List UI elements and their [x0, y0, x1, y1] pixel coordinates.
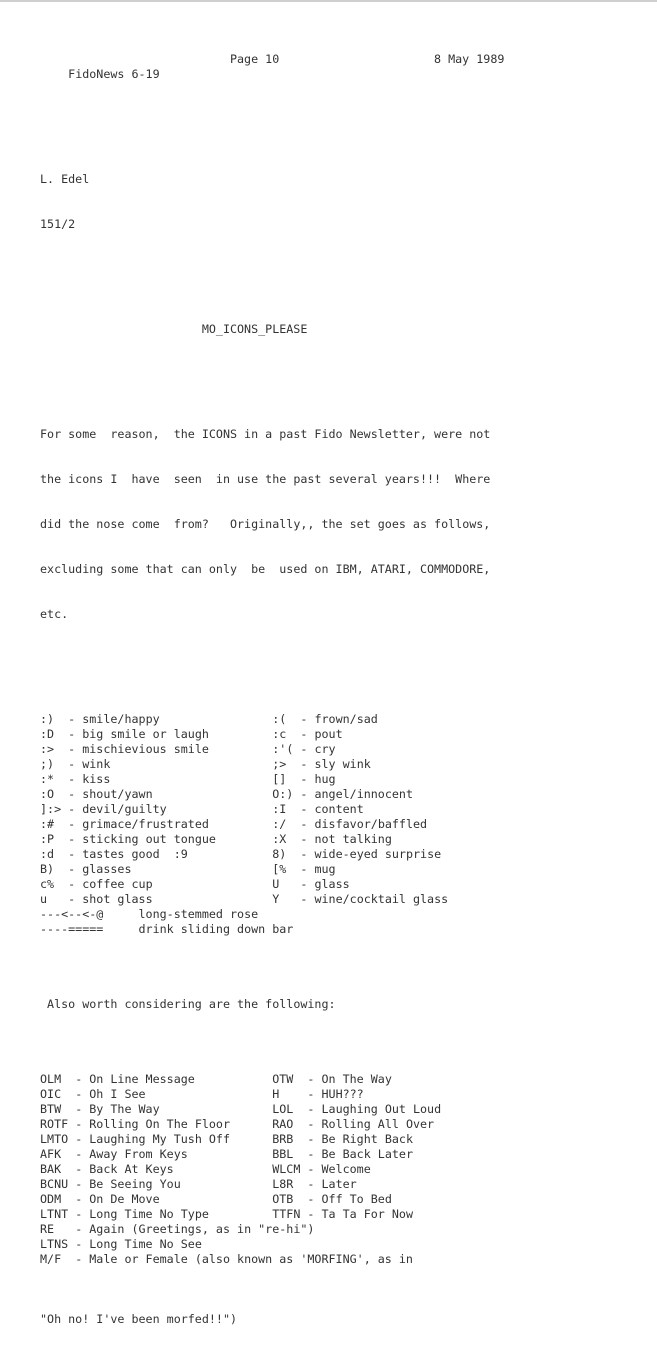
- smiley-row: [40, 832, 657, 847]
- smiley-row: [40, 712, 657, 727]
- smiley-meaning: drink sliding down bar: [138, 922, 294, 936]
- dash: -: [307, 1132, 322, 1146]
- dash: -: [300, 787, 315, 801]
- column-gap: [153, 787, 273, 801]
- dash: -: [307, 1147, 322, 1161]
- smiley-symbol: :d: [40, 847, 69, 861]
- dash: -: [75, 1207, 90, 1221]
- intro-line: For some reason, the ICONS in a past Fido Newsletter, were not: [40, 427, 491, 441]
- dash: -: [307, 1192, 322, 1206]
- dash: -: [300, 757, 315, 771]
- dash: -: [68, 862, 83, 876]
- smiley-symbol: ]:>: [40, 802, 69, 816]
- abbrev-meaning: On De Move: [89, 1192, 160, 1206]
- dash: -: [68, 847, 83, 861]
- dash: -: [307, 1162, 322, 1176]
- abbrev-meaning: Laughing My Tush Off: [89, 1132, 230, 1146]
- abbrev-meaning: Rolling On The Floor: [89, 1117, 230, 1131]
- smiley-meaning: content: [314, 802, 364, 816]
- dash: -: [75, 1147, 90, 1161]
- column-gap: [110, 772, 272, 786]
- smiley-row: [40, 892, 657, 907]
- smiley-row: [40, 727, 657, 742]
- smiley-meaning: sticking out tongue: [82, 832, 216, 846]
- abbrev-meaning: Ta Ta For Now: [321, 1207, 413, 1221]
- column-gap: [146, 1087, 273, 1101]
- smiley-meaning: angel/innocent: [314, 787, 413, 801]
- abbrev-code: OTW: [272, 1072, 308, 1086]
- article-title: MO_ICONS_PLEASE: [201, 322, 308, 336]
- abbrev-meaning: Be Back Later: [321, 1147, 413, 1161]
- column-gap: [188, 847, 272, 861]
- smiley-symbol: :*: [40, 772, 69, 786]
- dash: -: [68, 727, 83, 741]
- smiley-row: [40, 802, 657, 817]
- smiley-meaning: pout: [314, 727, 343, 741]
- column-gap: [216, 832, 272, 846]
- dash: -: [75, 1162, 90, 1176]
- dash: -: [300, 832, 315, 846]
- intro-line: excluding some that can only be used on IBM, ATARI, COMMODORE,: [40, 562, 491, 576]
- smiley-long-row: [40, 922, 657, 937]
- smiley-meaning: wink: [82, 757, 111, 771]
- abbrev-code: LTNS: [40, 1237, 76, 1251]
- abbrev-meaning: Laughing Out Loud: [321, 1102, 442, 1116]
- abbrev-code: L8R: [272, 1177, 308, 1191]
- abbrev-code: WLCM: [272, 1162, 308, 1176]
- smiley-symbol: :): [40, 712, 69, 726]
- smiley-symbol: ;>: [272, 757, 301, 771]
- abbrev-meaning: Be Right Back: [321, 1132, 413, 1146]
- smiley-symbol: ;): [40, 757, 69, 771]
- also-note: Also worth considering are the following:: [40, 997, 336, 1011]
- smiley-symbol: :D: [40, 727, 69, 741]
- abbrev-row: [40, 1102, 657, 1117]
- smiley-meaning: big smile or laugh: [82, 727, 209, 741]
- abbrev-row: [40, 1087, 657, 1102]
- abbrev-code: M/F: [40, 1252, 76, 1266]
- smiley-symbol: :X: [272, 832, 301, 846]
- smiley-symbol: :I: [272, 802, 301, 816]
- smiley-symbol: :c: [272, 727, 301, 741]
- abbrev-meaning: Again (Greetings, as in "re-hi"): [89, 1222, 315, 1236]
- abbrev-row: [40, 1132, 657, 1147]
- intro-line: the icons I have seen in use the past several years!!! Where: [40, 472, 491, 486]
- smiley-meaning: frown/sad: [314, 712, 378, 726]
- abbrev-row: [40, 1192, 657, 1207]
- newsletter-page: [0, 2, 657, 1357]
- dash: -: [75, 1222, 90, 1236]
- issue-date: 8 May 1989: [434, 52, 505, 66]
- column-gap: [132, 862, 273, 876]
- smiley-row: [40, 787, 657, 802]
- abbrev-code: BCNU: [40, 1177, 76, 1191]
- smiley-meaning: devil/guilty: [82, 802, 167, 816]
- smiley-symbol: Y: [272, 892, 301, 906]
- smiley-meaning: shout/yawn: [82, 787, 153, 801]
- intro-line: etc.: [40, 607, 69, 621]
- smiley-symbol: :O: [40, 787, 69, 801]
- abbrev-row: [40, 1147, 657, 1162]
- smiley-meaning: not talking: [314, 832, 392, 846]
- dash: -: [75, 1072, 90, 1086]
- abbrev-meaning: Away From Keys: [89, 1147, 188, 1161]
- abbrev-code: ODM: [40, 1192, 76, 1206]
- abbrev-meaning: HUH???: [321, 1087, 364, 1101]
- dash: -: [68, 802, 83, 816]
- newsletter-name: FidoNews 6-19: [68, 67, 160, 81]
- abbrev-code: H: [272, 1087, 308, 1101]
- dash: -: [75, 1102, 90, 1116]
- smiley-meaning: smile/happy: [82, 712, 160, 726]
- smiley-symbol: :/: [272, 817, 301, 831]
- column-gap: [153, 877, 273, 891]
- smiley-symbol: u: [40, 892, 69, 906]
- smiley-row: [40, 817, 657, 832]
- abbrev-code: ROTF: [40, 1117, 76, 1131]
- abbrev-row: [40, 1117, 657, 1132]
- dash: -: [68, 757, 83, 771]
- column-gap: [160, 712, 273, 726]
- dash: -: [300, 877, 315, 891]
- smiley-table: [40, 712, 657, 937]
- dash: -: [75, 1117, 90, 1131]
- column-gap: [174, 1162, 273, 1176]
- abbrev-meaning: Later: [321, 1177, 357, 1191]
- intro-paragraph: [40, 397, 657, 652]
- smiley-meaning: hug: [314, 772, 336, 786]
- smiley-symbol: :>: [40, 742, 69, 756]
- abbrev-code: RE: [40, 1222, 76, 1236]
- smiley-meaning: disfavor/baffled: [314, 817, 428, 831]
- column-gap: [230, 1132, 272, 1146]
- smiley-meaning: kiss: [82, 772, 111, 786]
- smiley-meaning: long-stemmed rose: [138, 907, 259, 921]
- dash: -: [307, 1087, 322, 1101]
- dash: -: [307, 1102, 322, 1116]
- smiley-long-row: [40, 907, 657, 922]
- abbrev-row: [40, 1072, 657, 1087]
- column-gap: [160, 1192, 273, 1206]
- smiley-symbol: :'(: [272, 742, 301, 756]
- smiley-symbol: ----=====: [40, 922, 139, 936]
- abbrev-code: RAO: [272, 1117, 308, 1131]
- column-gap: [167, 802, 273, 816]
- dash: -: [307, 1072, 322, 1086]
- dash: -: [300, 817, 315, 831]
- column-gap: [209, 1207, 272, 1221]
- dash: -: [307, 1177, 322, 1191]
- column-gap: [195, 1072, 272, 1086]
- column-gap: [181, 1177, 272, 1191]
- smiley-symbol: :#: [40, 817, 69, 831]
- smiley-meaning: mug: [314, 862, 336, 876]
- dash: -: [75, 1252, 90, 1266]
- abbrev-code: LTNT: [40, 1207, 76, 1221]
- page-header: [40, 52, 657, 81]
- smiley-symbol: :P: [40, 832, 69, 846]
- author-name: L. Edel: [40, 172, 90, 186]
- dash: -: [75, 1132, 90, 1146]
- dash: -: [75, 1237, 90, 1251]
- abbrev-row: [40, 1162, 657, 1177]
- column-gap: [110, 757, 272, 771]
- smiley-meaning: wine/cocktail glass: [314, 892, 449, 906]
- abbrev-code: BBL: [272, 1147, 308, 1161]
- smiley-meaning: wide-eyed surprise: [314, 847, 442, 861]
- column-gap: [230, 1117, 272, 1131]
- continuation-line: "Oh no! I've been morfed!!"): [40, 1312, 238, 1326]
- dash: -: [75, 1192, 90, 1206]
- abbrev-code: OIC: [40, 1087, 76, 1101]
- smiley-row: [40, 757, 657, 772]
- abbrev-code: BTW: [40, 1102, 76, 1116]
- abbrev-meaning: By The Way: [89, 1102, 160, 1116]
- intro-line: did the nose come from? Originally,, the set goes as follows,: [40, 517, 491, 531]
- dash: -: [68, 832, 83, 846]
- dash: -: [75, 1087, 90, 1101]
- abbrev-meaning: Back At Keys: [89, 1162, 174, 1176]
- smiley-meaning: sly wink: [314, 757, 371, 771]
- smiley-symbol: :(: [272, 712, 301, 726]
- abbrev-meaning: Welcome: [321, 1162, 371, 1176]
- column-gap: [153, 892, 273, 906]
- abbrev-code: OTB: [272, 1192, 308, 1206]
- dash: -: [68, 877, 83, 891]
- dash: -: [75, 1177, 90, 1191]
- abbrev-row: [40, 1237, 657, 1252]
- abbreviation-table: [40, 1072, 657, 1267]
- dash: -: [300, 862, 315, 876]
- abbrev-code: LMTO: [40, 1132, 76, 1146]
- abbrev-meaning: Be Seeing You: [89, 1177, 181, 1191]
- dash: -: [68, 712, 83, 726]
- smiley-meaning: cry: [314, 742, 336, 756]
- column-gap: [209, 727, 272, 741]
- abbrev-meaning: On The Way: [321, 1072, 392, 1086]
- smiley-meaning: shot glass: [82, 892, 153, 906]
- smiley-row: [40, 862, 657, 877]
- column-gap: [160, 1102, 273, 1116]
- abbrev-code: BRB: [272, 1132, 308, 1146]
- smiley-row: [40, 847, 657, 862]
- smiley-symbol: U: [272, 877, 301, 891]
- abbrev-meaning: Long Time No Type: [89, 1207, 209, 1221]
- dash: -: [68, 817, 83, 831]
- smiley-symbol: O:): [272, 787, 301, 801]
- column-gap: [188, 1147, 272, 1161]
- abbrev-code: AFK: [40, 1147, 76, 1161]
- smiley-row: [40, 877, 657, 892]
- abbrev-meaning: Oh I See: [89, 1087, 146, 1101]
- dash: -: [68, 787, 83, 801]
- smiley-row: [40, 772, 657, 787]
- abbrev-meaning: Rolling All Over: [321, 1117, 435, 1131]
- smiley-symbol: B): [40, 862, 69, 876]
- dash: -: [307, 1207, 322, 1221]
- smiley-meaning: glasses: [82, 862, 132, 876]
- smiley-meaning: mischievious smile: [82, 742, 209, 756]
- abbrev-code: OLM: [40, 1072, 76, 1086]
- abbrev-row: [40, 1222, 657, 1237]
- smiley-symbol: 8): [272, 847, 301, 861]
- abbrev-meaning: On Line Message: [89, 1072, 195, 1086]
- dash: -: [300, 742, 315, 756]
- dash: -: [300, 892, 315, 906]
- dash: -: [300, 772, 315, 786]
- abbrev-row: [40, 1177, 657, 1192]
- author-block: [40, 142, 657, 262]
- smiley-meaning: glass: [314, 877, 350, 891]
- dash: -: [300, 847, 315, 861]
- page-number: Page 10: [229, 52, 280, 66]
- dash: -: [300, 727, 315, 741]
- smiley-symbol: []: [272, 772, 301, 786]
- smiley-row: [40, 742, 657, 757]
- abbrev-meaning: Male or Female (also known as 'MORFING', as in: [89, 1252, 413, 1266]
- dash: -: [68, 892, 83, 906]
- smiley-symbol: c%: [40, 877, 69, 891]
- smiley-meaning: grimace/frustrated: [82, 817, 209, 831]
- smiley-meaning: coffee cup: [82, 877, 153, 891]
- column-gap: [209, 817, 272, 831]
- column-gap: [209, 742, 272, 756]
- abbrev-code: TTFN: [272, 1207, 308, 1221]
- dash: -: [300, 802, 315, 816]
- dash: -: [307, 1117, 322, 1131]
- author-node: 151/2: [40, 217, 76, 231]
- dash: -: [68, 742, 83, 756]
- abbrev-meaning: Long Time No See: [89, 1237, 202, 1251]
- smiley-symbol: [%: [272, 862, 301, 876]
- abbrev-meaning: Off To Bed: [321, 1192, 392, 1206]
- abbrev-row: [40, 1207, 657, 1222]
- smiley-meaning: tastes good :9: [82, 847, 188, 861]
- smiley-symbol: ---<--<-@: [40, 907, 139, 921]
- dash: -: [68, 772, 83, 786]
- abbrev-row: [40, 1252, 657, 1267]
- abbrev-code: BAK: [40, 1162, 76, 1176]
- dash: -: [300, 712, 315, 726]
- abbrev-code: LOL: [272, 1102, 308, 1116]
